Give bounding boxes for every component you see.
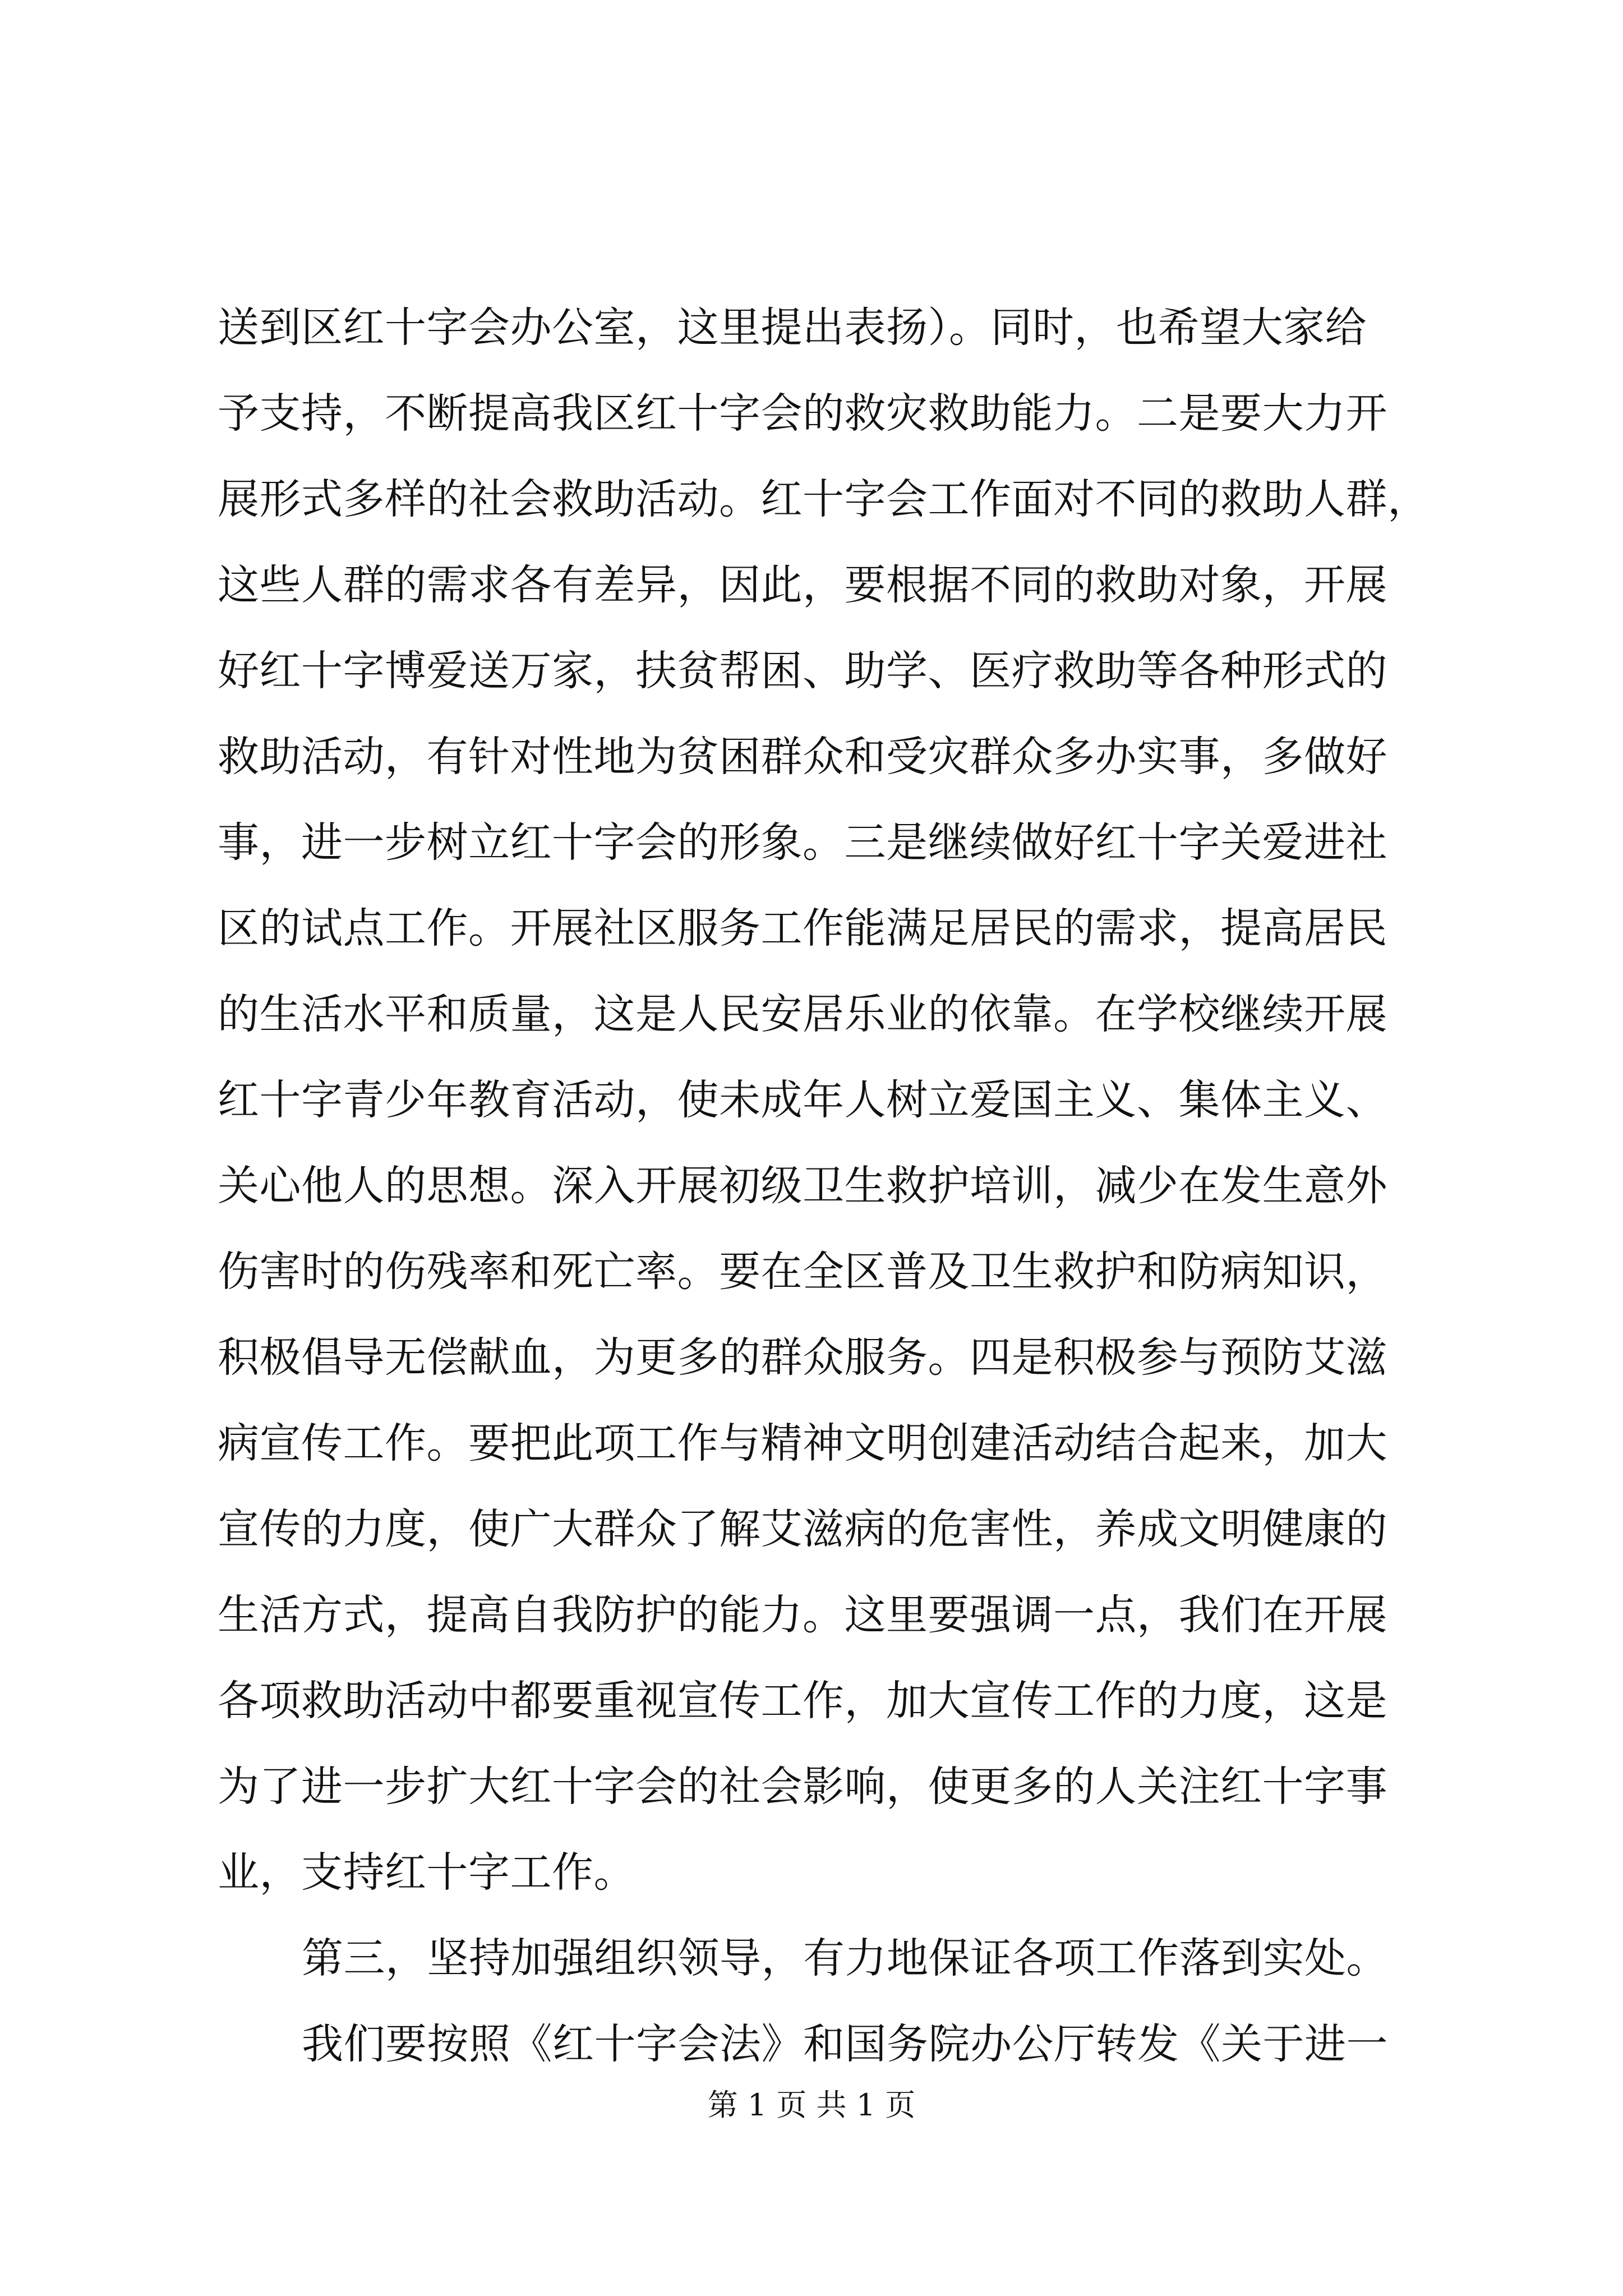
text-line: 各项救助活动中都要重视宣传工作，加大宣传工作的力度，这是 [218,1677,1387,1725]
text-line: 展形式多样的社会救助活动。红十字会工作面对不同的救助人群， [218,475,1430,523]
text-line: 事，进一步树立红十字会的形象。三是继续做好红十字关爱进社 [218,818,1387,867]
text-line: 红十字青少年教育活动，使未成年人树立爱国主义、集体主义、 [218,1076,1387,1124]
text-line: 宣传的力度，使广大群众了解艾滋病的危害性，养成文明健康的 [218,1505,1387,1553]
text-line: 伤害时的伤残率和死亡率。要在全区普及卫生救护和防病知识， [218,1248,1387,1296]
page-footer: 第 1 页 共 1 页 [707,2087,916,2123]
text-line: 我们要按照《红十字会法》和国务院办公厅转发《关于进一 [302,2020,1388,2068]
text-line: 生活方式，提高自我防护的能力。这里要强调一点，我们在开展 [218,1591,1387,1639]
text-line: 区的试点工作。开展社区服务工作能满足居民的需求，提高居民 [218,904,1387,953]
text-line: 为了进一步扩大红十字会的社会影响，使更多的人关注红十字事 [218,1763,1387,1811]
text-line: 关心他人的思想。深入开展初级卫生救护培训，减少在发生意外 [218,1162,1387,1210]
text-line: 病宣传工作。要把此项工作与精神文明创建活动结合起来，加大 [218,1419,1387,1467]
body-text [218,300,1468,2102]
text-line: 好红十字博爱送万家，扶贫帮困、助学、医疗救助等各种形式的 [218,647,1387,695]
text-line: 送到区红十字会办公室，这里提出表扬）。同时，也希望大家给 [218,303,1367,352]
text-line: 这些人群的需求各有差异，因此，要根据不同的救助对象，开展 [218,561,1387,609]
text-line: 业，支持红十字工作。 [218,1848,635,1897]
text-line: 的生活水平和质量，这是人民安居乐业的依靠。在学校继续开展 [218,990,1387,1038]
text-line: 予支持，不断提高我区红十字会的救灾救助能力。二是要大力开 [218,389,1387,438]
text-line: 积极倡导无偿献血，为更多的群众服务。四是积极参与预防艾滋 [218,1333,1387,1382]
text-line: 救助活动，有针对性地为贫困群众和受灾群众多办实事，多做好 [218,733,1387,781]
paragraph-heading: 第三，坚持加强组织领导，有力地保证各项工作落到实处。 [302,1934,1388,1982]
